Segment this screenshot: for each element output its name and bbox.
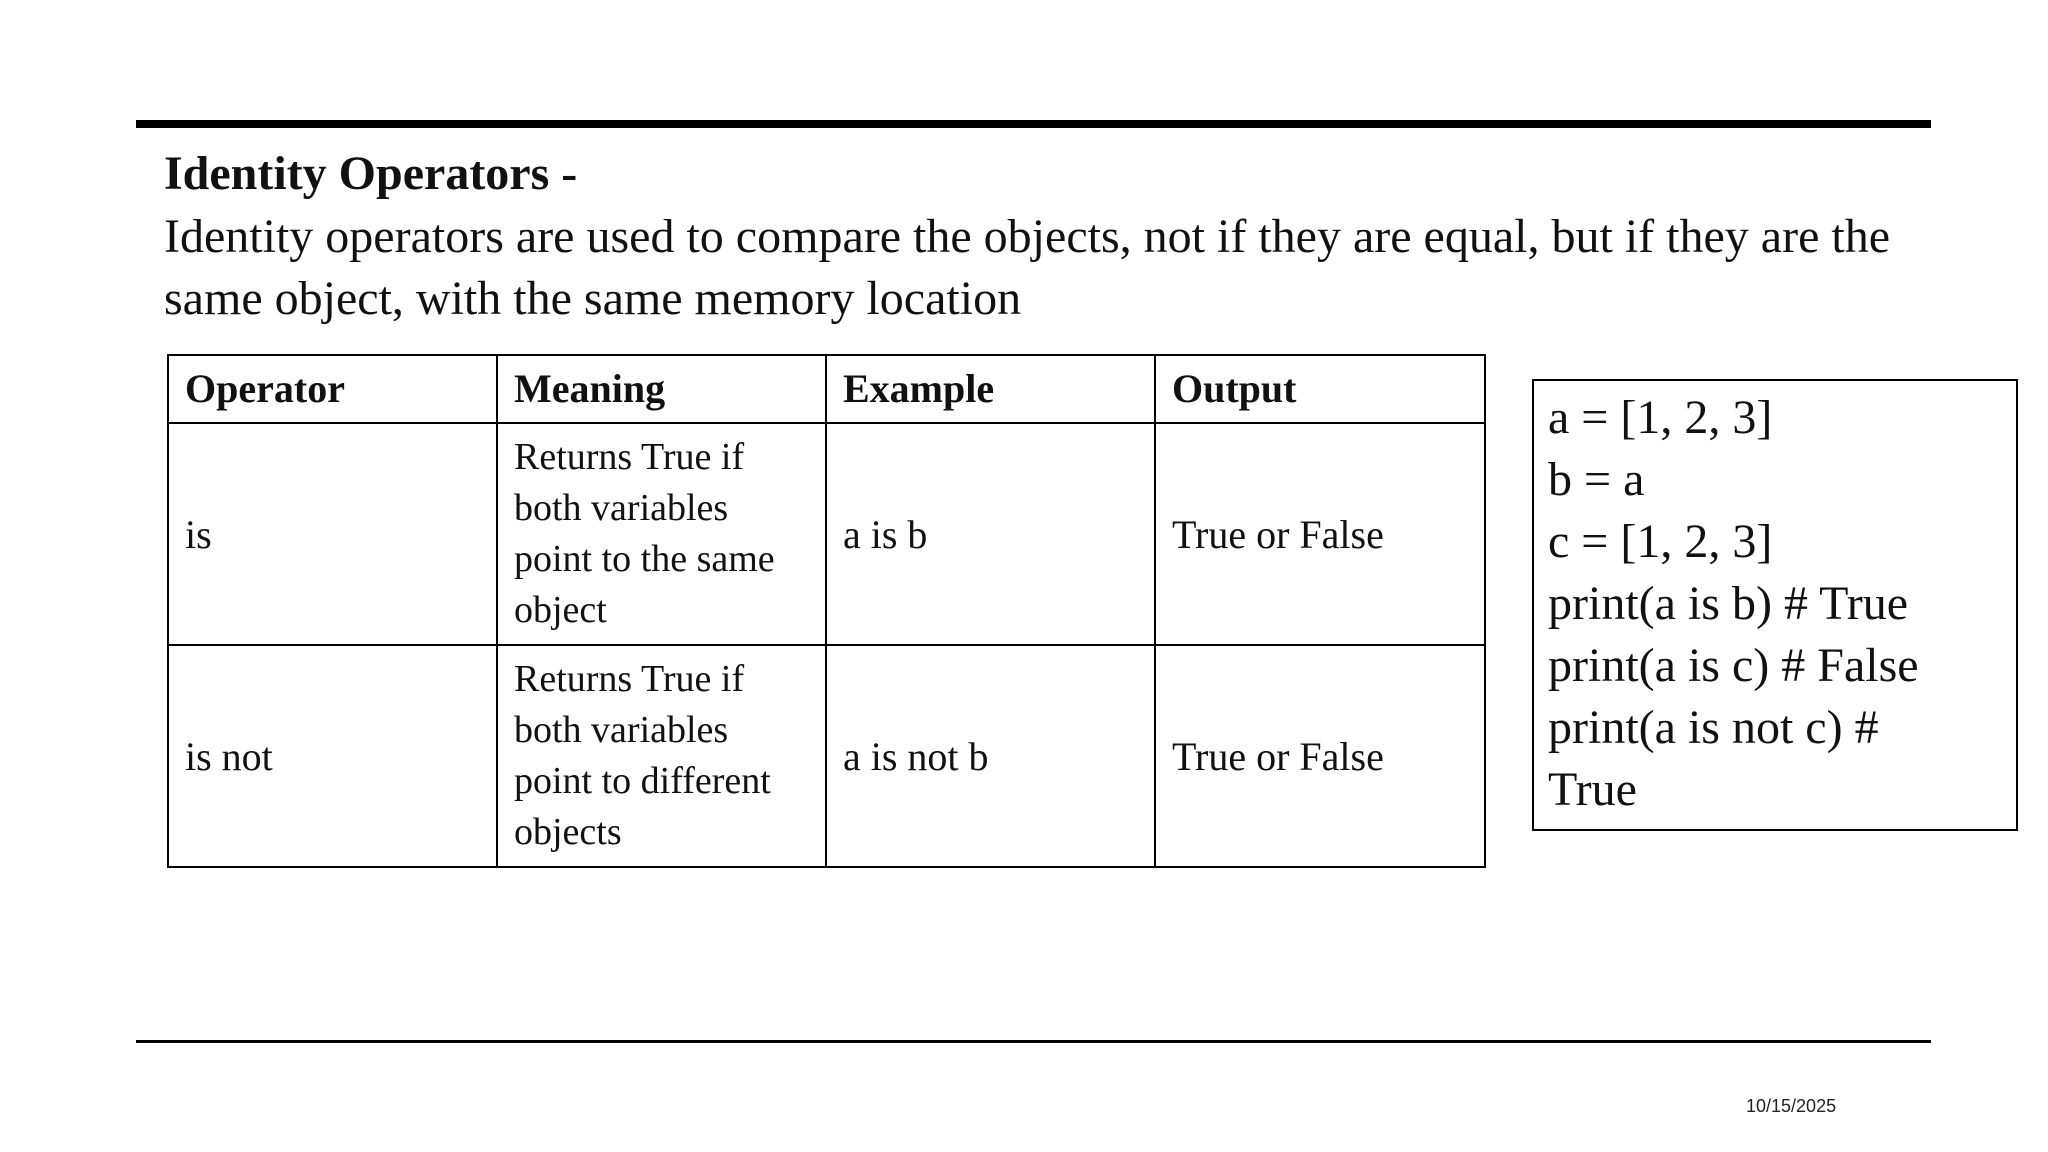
header-operator: Operator [168, 355, 497, 423]
code-line: c = [1, 2, 3] [1548, 515, 1773, 568]
header-output: Output [1155, 355, 1485, 423]
code-line: a = [1, 2, 3] [1548, 391, 1773, 444]
cell-operator: is not [168, 645, 497, 867]
cell-operator: is [168, 423, 497, 645]
code-line: print(a is b) # True [1548, 577, 1908, 630]
table-row [168, 645, 1485, 867]
cell-output: True or False [1155, 645, 1485, 867]
code-line: print(a is c) # False [1548, 639, 1919, 692]
cell-example: a is b [826, 423, 1155, 645]
identity-operators-table [167, 354, 1486, 868]
code-line: print(a is not c) # [1548, 701, 1879, 754]
slide-heading: Identity Operators - [164, 147, 578, 200]
cell-meaning: Returns True if both variables point to the same object [497, 423, 826, 645]
table-row [168, 423, 1485, 645]
code-line: b = a [1548, 453, 1645, 506]
slide-intro-text: Identity operators are used to compare the objects, not if they are equal, but if they are the same object, with the same memory location [164, 210, 1891, 325]
code-line: True [1548, 763, 1637, 816]
header-example: Example [826, 355, 1155, 423]
bottom-divider [136, 1040, 1931, 1043]
code-example-box [1532, 379, 2018, 831]
cell-example: a is not b [826, 645, 1155, 867]
cell-meaning: Returns True if both variables point to different objects [497, 645, 826, 867]
cell-output: True or False [1155, 423, 1485, 645]
table-header-row [168, 355, 1485, 423]
header-meaning: Meaning [497, 355, 826, 423]
top-divider [136, 120, 1931, 128]
footer-date: 10/15/2025 [1746, 1096, 1837, 1116]
